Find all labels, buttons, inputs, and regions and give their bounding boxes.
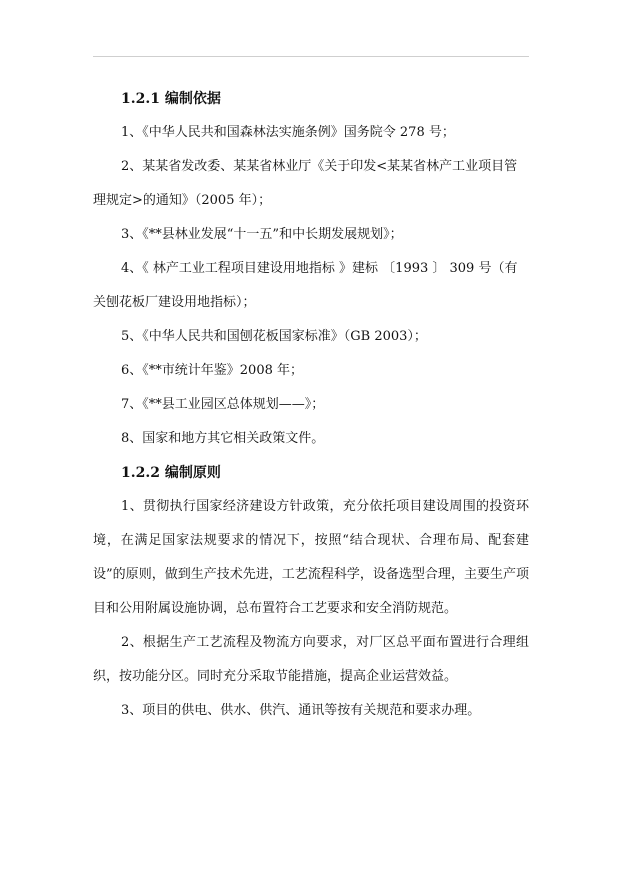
header-divider	[93, 56, 529, 57]
principle-paragraph-1: 1、贯彻执行国家经济建设方针政策，充分依托项目建设周围的投资环境，在满足国家法规要求的情况下，按照“结合现状、合理布局、配套建设”的原则，做到生产技术先进，工艺流程科学，设备选型合理，主要生产项目和公用附属设施协调，总布置符合工艺要求和安全消防规范。	[93, 499, 529, 616]
basis-item-2: 2、某某省发改委、某某省林业厅《关于印发<某某省林产工业项目管理规定>的通知》（2005 年）；	[93, 159, 518, 208]
basis-item-6: 6、《**市统计年鉴》2008 年；	[121, 363, 303, 378]
basis-item-7: 7、《**县工业园区总体规划——》；	[121, 397, 325, 412]
basis-item-3: 3、《**县林业发展“十一五”和中长期发展规划》；	[121, 227, 403, 242]
principle-paragraph-3: 3、项目的供电、供水、供汽、通讯等按有关规范和要求办理。	[121, 703, 481, 718]
basis-item-5: 5、《中华人民共和国刨花板国家标准》（GB 2003）；	[121, 329, 427, 344]
basis-item-8: 8、国家和地方其它相关政策文件。	[121, 431, 325, 446]
basis-item-4: 4、《 林产工业工程项目建设用地指标 》建标 〔1993 〕 309 号（有关刨花板厂建设用地指标）；	[93, 261, 518, 310]
section-heading-basis: 1.2.1 编制依据	[121, 91, 221, 107]
principle-paragraph-2: 2、根据生产工艺流程及物流方向要求，对厂区总平面布置进行合理组织，按功能分区。同时充分采取节能措施，提高企业运营效益。	[93, 635, 529, 684]
document-body	[93, 82, 529, 728]
section-heading-principles: 1.2.2 编制原则	[121, 465, 221, 481]
basis-item-1: 1、《中华人民共和国森林法实施条例》国务院令 278 号；	[121, 125, 455, 140]
